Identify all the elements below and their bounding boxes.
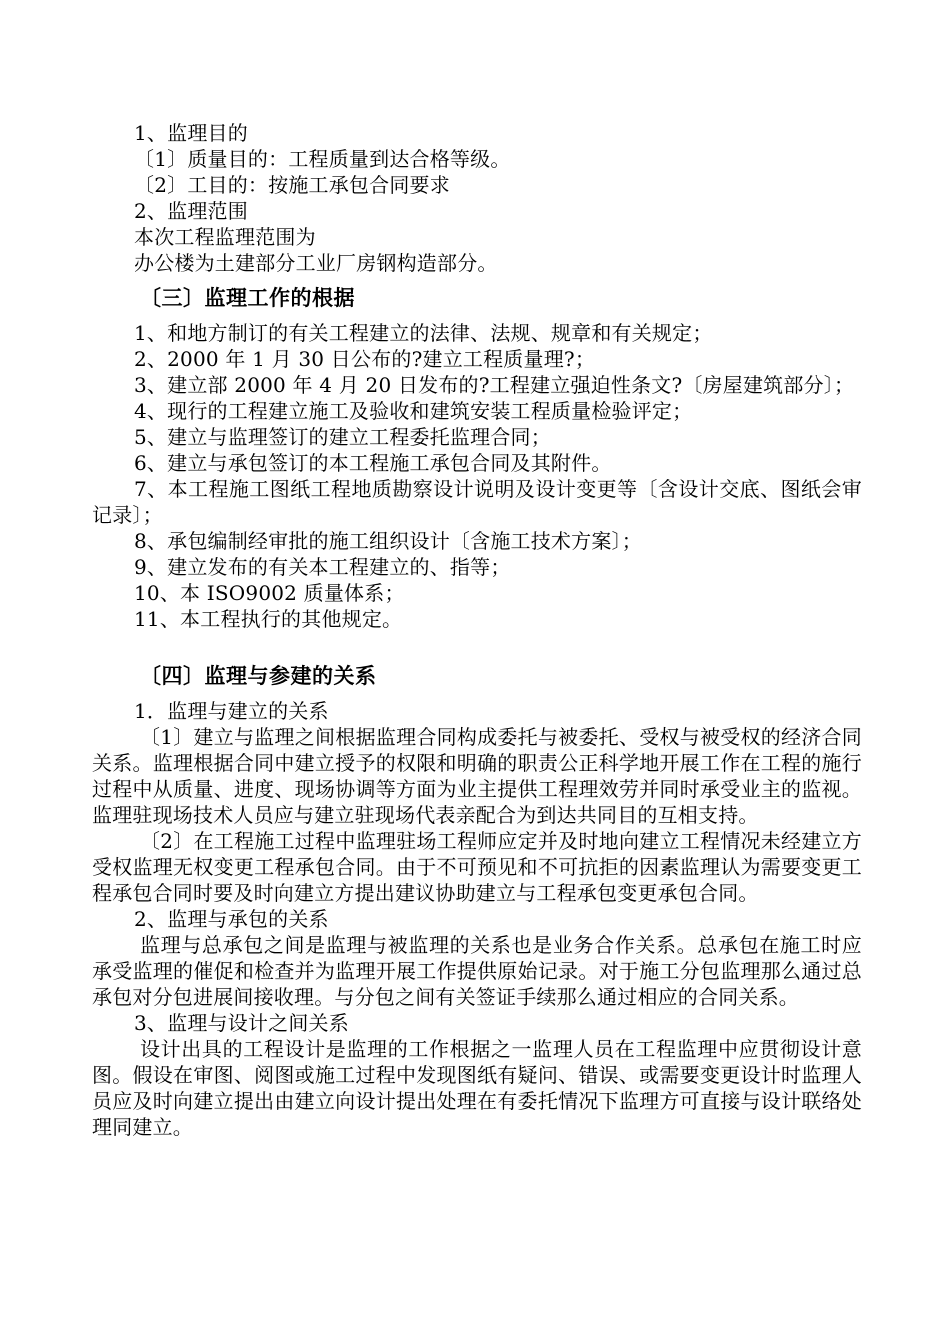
basis-item: 10、本 ISO9002 质量体系； (134, 581, 405, 605)
basis-item: 8、承包编制经审批的施工组织设计〔含施工技术方案〕； (134, 529, 642, 553)
scope-line: 办公楼为土建部分工业厂房钢构造部分。 (134, 251, 498, 275)
basis-item: 3、建立部 2000 年 4 月 20 日发布的?工程建立强迫性条文?〔房屋建筑部分〕； (134, 373, 855, 397)
basis-item: 6、建立与承包签订的本工程施工承包合同及其附件。 (134, 451, 612, 475)
section-title-relations: 〔四〕监理与参建的关系 (140, 664, 377, 688)
contractor-relation-paragraph: 监理与总承包之间是监理与被监理的关系也是业务合作关系。总承包在施工时应承受监理的催促和检查并为监理开展工作提供原始记录。对于施工分包监理那么通过总承包对分包进展间接收理。与分包之间有关签证手续那么通过相应的合同关系。 (92, 933, 862, 1009)
owner-relation-paragraph: 〔2〕在工程施工过程中监理驻场工程师应定并及时地向建立工程情况未经建立方受权监理无权变更工程承包合同。由于不可预见和不可抗拒的因素监理认为需要变更工程承包合同时要及时向建立方提出建议协助建立与工程承包变更承包合同。 (92, 829, 862, 905)
basis-item: 4、现行的工程建立施工及验收和建筑安装工程质量检验评定； (134, 399, 693, 423)
scope-heading: 2、监理范围 (134, 199, 248, 223)
designer-relation-paragraph: 设计出具的工程设计是监理的工作根据之一监理人员在工程监理中应贯彻设计意图。假设在审图、阅图或施工过程中发现图纸有疑问、错误、或需要变更设计时监理人员应及时向建立提出由建立向设计提出处理在有委托情况下监理方可直接与设计联络处理同建立。 (92, 1037, 862, 1139)
basis-item: 11、本工程执行的其他规定。 (134, 607, 403, 631)
section-title-basis: 〔三〕监理工作的根据 (140, 286, 355, 310)
document-page (92, 120, 862, 1140)
basis-item: 7、本工程施工图纸工程地质勘察设计说明及设计变更等〔含设计交底、图纸会审记录〕； (92, 477, 862, 527)
basis-item: 1、和地方制订的有关工程建立的法律、法规、规章和有关规定； (134, 321, 713, 345)
objective-schedule: 〔2〕工目的：按施工承包合同要求 (134, 173, 450, 197)
scope-line: 本次工程监理范围为 (134, 225, 316, 249)
owner-relation-heading: 1．监理与建立的关系 (134, 699, 329, 723)
basis-item: 5、建立与监理签订的建立工程委托监理合同； (134, 425, 551, 449)
basis-item: 9、建立发布的有关本工程建立的、指等； (134, 555, 511, 579)
objective-quality: 〔1〕质量目的：工程质量到达合格等级。 (134, 147, 511, 171)
designer-relation-heading: 3、监理与设计之间关系 (134, 1011, 349, 1035)
owner-relation-paragraph: 〔1〕建立与监理之间根据监理合同构成委托与被委托、受权与被受权的经济合同关系。监理根据合同中建立授予的权限和明确的职责公正科学地开展工作在工程的施行过程中从质量、进度、现场协调等方面为业主提供工程理效劳并同时承受业主的监视。监理驻现场技术人员应与建立驻现场代表亲配合为到达共同目的互相支持。 (92, 725, 862, 827)
basis-item: 2、2000 年 1 月 30 日公布的?建立工程质量理?； (134, 347, 596, 371)
objectives-heading: 1、监理目的 (134, 121, 248, 145)
contractor-relation-heading: 2、监理与承包的关系 (134, 907, 329, 931)
